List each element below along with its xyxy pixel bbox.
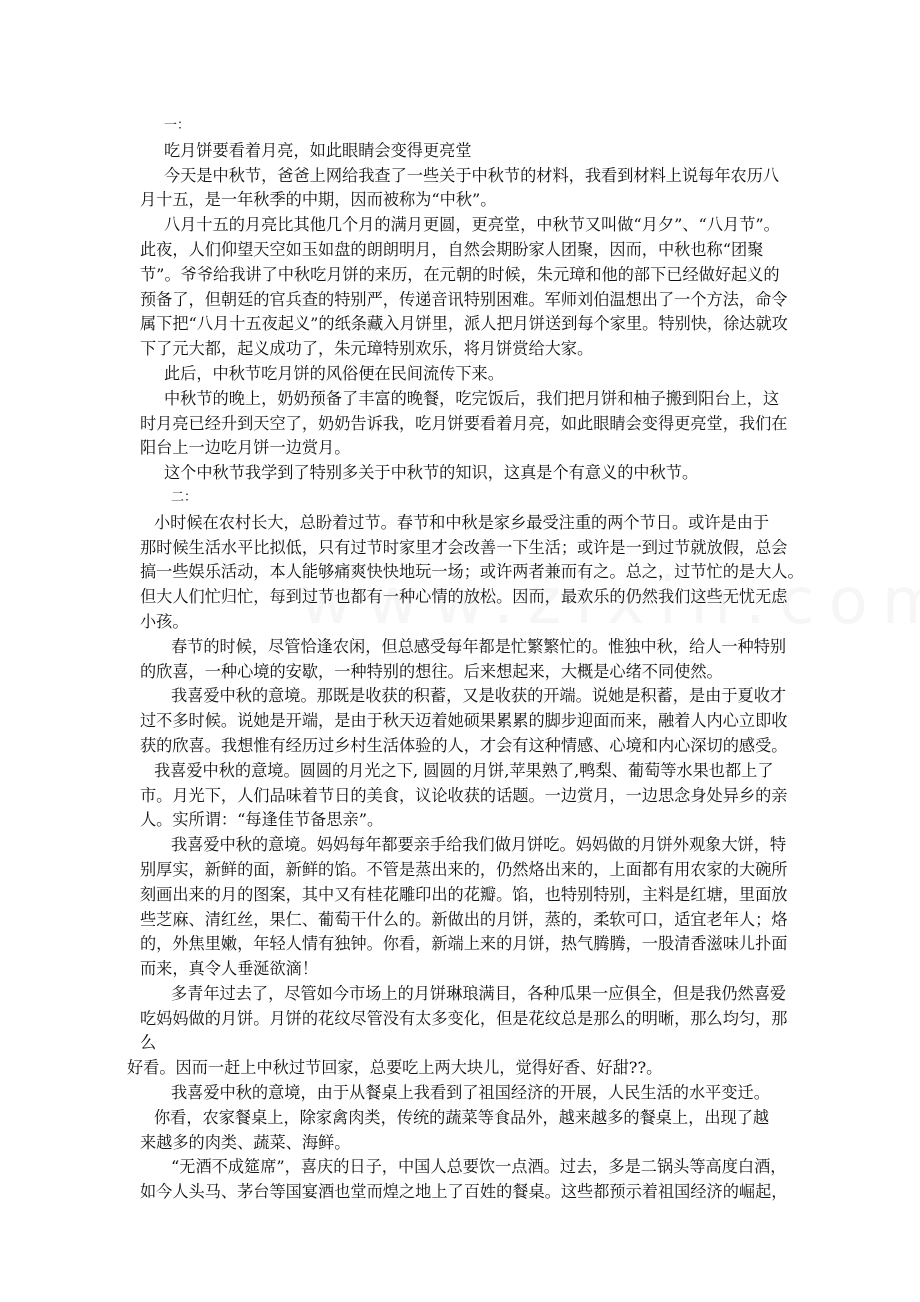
text-line: 那时候生活水平比拟低，只有过节时家里才会改善一下生活；或许是一到过节就放假，总会	[140, 537, 788, 557]
text-line: 小孩。	[140, 611, 189, 631]
text-line: 么	[140, 1033, 157, 1053]
text-line: 二：	[171, 489, 198, 505]
text-line: 我喜爱中秋的意境。圆圆的月光之下, 圆圆的月饼,苹果熟了,鸭梨、葡萄等水果也都上了	[154, 760, 774, 780]
text-line: 我喜爱中秋的意境，由于从餐桌上我看到了祖国经济的开展，人民生活的水平变迁。	[171, 1083, 770, 1103]
text-line: 如今人头马、茅台等国宴酒也堂而煌之地上了百姓的餐桌。这些都预示着祖国经济的崛起，	[140, 1182, 788, 1202]
text-line: 刻画出来的月的图案，其中又有桂花雕印出的花瓣。馅，也特别特别，主料是红塘，里面放	[140, 884, 788, 904]
text-line: 节”。爷爷给我讲了中秋吃月饼的来历，在元朝的时候，朱元璋和他的部下已经做好起义的	[140, 264, 780, 284]
text-line: 属下把“八月十五夜起义”的纸条藏入月饼里，派人把月饼送到每个家里。特别快，徐达就攻	[140, 314, 788, 334]
text-line: 的欣喜，一种心境的安歇，一种特别的想往。后来想起来，大概是心绪不同使然。	[140, 661, 723, 681]
text-line: 我喜爱中秋的意境。妈妈每年都要亲手给我们做月饼吃。妈妈做的月饼外观象大饼，特	[171, 835, 787, 855]
text-line: 中秋节的晚上，奶奶预备了丰富的晚餐，吃完饭后，我们把月饼和柚子搬到阳台上，这	[164, 388, 780, 408]
text-line: 多青年过去了，尽管如今市场上的月饼琳琅满目，各种瓜果一应俱全，但是我仍然喜爱	[171, 983, 787, 1003]
text-line: 此后，中秋节吃月饼的风俗便在民间流传下来。	[164, 363, 504, 383]
text-line: 市。月光下，人们品味着节日的美食，议论收获的话题。一边赏月，一边思念身处异乡的亲	[140, 785, 788, 805]
text-line: 些芝麻、清红丝，果仁、葡萄干什么的。新做出的月饼，蒸的，柔软可口，适宜老年人；烙	[140, 909, 788, 929]
text-line: 月十五，是一年秋季的中期，因而被称为“中秋”。	[140, 190, 497, 210]
text-line: 别厚实，新鲜的面，新鲜的馅。不管是蒸出来的，仍然烙出来的，上面都有用农家的大碗所	[140, 859, 788, 879]
text-line: 吃月饼要看着月亮，如此眼睛会变得更亮堂	[164, 140, 472, 160]
text-line: 时月亮已经升到天空了，奶奶告诉我，吃月饼要看着月亮，如此眼睛会变得更亮堂，我们在	[140, 413, 788, 433]
text-line: 来越多的肉类、蔬菜、海鲜。	[140, 1132, 351, 1152]
text-line: 过不多时候。说她是开端，是由于秋天迈着她硕果累累的脚步迎面而来，融着人内心立即收	[140, 711, 788, 731]
text-line: 阳台上一边吃月饼一边赏月。	[140, 438, 351, 458]
text-line: 而来，真令人垂涎欲滴！	[140, 959, 319, 979]
text-line: 八月十五的月亮比其他几个月的满月更圆，更亮堂，中秋节又叫做“月夕”、“八月节”。	[164, 215, 780, 235]
text-line: 好看。因而一赶上中秋过节回家，总要吃上两大块儿，觉得好香、好甜??。	[127, 1058, 663, 1078]
text-line: 搞一些娱乐活动，本人能够痛爽快快地玩一场；或许两者兼而有之。总之，过节忙的是大人。	[140, 562, 804, 582]
text-line: 获的欣喜。我想惟有经历过乡村生活体验的人，才会有这种情感、心境和内心深切的感受。	[140, 735, 788, 755]
text-line: 一：	[164, 118, 191, 133]
text-line: 今天是中秋节，爸爸上网给我查了一些关于中秋节的材料，我看到材料上说每年农历八	[164, 165, 780, 185]
text-line: 但大人们忙归忙，每到过节也都有一种心情的放松。因而，最欢乐的仍然我们这些无忧无虑	[140, 587, 788, 607]
text-line: 小时候在农村长大，总盼着过节。春节和中秋是家乡最受注重的两个节日。或许是由于	[154, 512, 770, 532]
text-line: 下了元大都，起义成功了，朱元璋特别欢乐，将月饼赏给大家。	[140, 339, 594, 359]
text-line: 人。实所谓：“每逢佳节备思亲”。	[140, 810, 384, 830]
text-line: 你看，农家餐桌上，除家禽肉类，传统的蔬菜等食品外，越来越多的餐桌上，出现了越	[154, 1107, 770, 1127]
text-line: 此夜，人们仰望天空如玉如盘的朗朗明月，自然会期盼家人团聚，因而，中秋也称“团聚	[140, 239, 764, 259]
text-line: 这个中秋节我学到了特别多关于中秋节的知识，这真是个有意义的中秋节。	[164, 463, 699, 483]
text-line: “无酒不成筵席”，喜庆的日子，中国人总要饮一点酒。过去，多是二锅头等高度白酒，	[171, 1157, 787, 1177]
text-line: 的，外焦里嫩，年轻人情有独钟。你看，新端上来的月饼，热气腾腾，一股清香滋味儿扑面	[140, 934, 788, 954]
text-line: 吃妈妈做的月饼。月饼的花纹尽管没有太多变化，但是花纹总是那么的明晰，那么均匀，那	[140, 1008, 788, 1028]
essay-body	[127, 114, 804, 1205]
text-line: 春节的时候，尽管恰逢农闲，但总感受每年都是忙繁繁忙的。惟独中秋，给人一种特别	[171, 636, 787, 656]
text-line: 预备了，但朝廷的官兵查的特别严，传递音讯特别困难。军师刘伯温想出了一个方法，命令	[140, 289, 788, 309]
text-line: 我喜爱中秋的意境。那既是收获的积蓄，又是收获的开端。说她是积蓄，是由于夏收才	[171, 686, 787, 706]
